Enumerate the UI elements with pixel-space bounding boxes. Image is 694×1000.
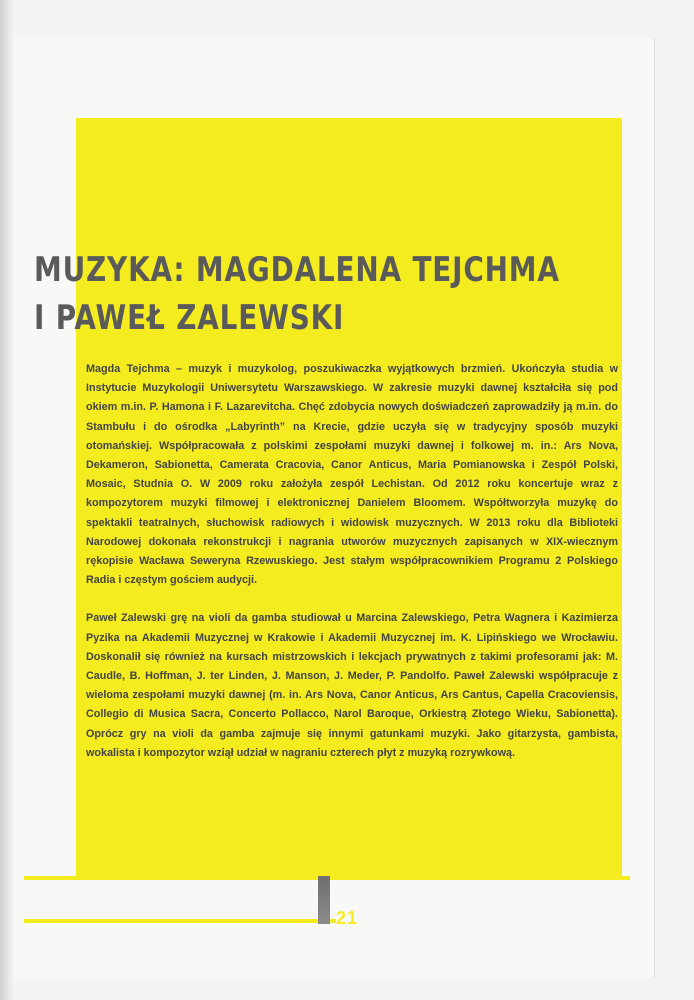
- paragraph-magdalena-tejchma: Magda Tejchma – muzyk i muzykolog, poszukiwaczka wyjątkowych brzmień. Ukończyła studia w Instytucie Muzykologii Uniwersytetu Warszawskiego. W zakresie muzyki dawnej kształciła się pod okiem m.in. P. Hamona i F. Lazarevitcha. Chęć zdobycia nowych doświadczeń zaprowadziły ją m.in. do Stambułu i do ośrodka „Labyrinth” na Krecie, gdzie uczyła się w tradycyjny sposób muzyki otomańskiej. Współpracowała z polskimi zespołami muzyki dawnej i folkowej m. in.: Ars Nova, Dekameron, Sabionetta, Camerata Cracovia, Canor Anticus, Maria Pomianowska i Zespół Polski, Mosaic, Studnia O. W 2009 roku założyła zespół Lechistan. Od 2012 roku koncertuje wraz z kompozytorem muzyki filmowej i elektronicznej Danielem Bloomem. Współtworzyła muzykę do spektakli teatralnych, słuchowisk radiowych i widowisk muzycznych. W 2013 roku dla Biblioteki Narodowej dokonała rekonstrukcji i nagrania utworów muzycznych zapisanych w XIX-wiecznym rękopisie Wacława Seweryna Rzewuskiego. Jest stałym współpracownikiem Programu 2 Polskiego Radia i częstym gościem audycji.: [86, 363, 618, 587]
- yellow-stripe-lower: [24, 919, 336, 923]
- page-title-line-2: I PAWEŁ ZALEWSKI: [34, 298, 345, 338]
- page-title: [34, 246, 560, 342]
- page-title-line-1: MUZYKA: MAGDALENA TEJCHMA: [34, 250, 560, 290]
- dark-accent-strip: [318, 876, 330, 924]
- article-body: [86, 360, 618, 782]
- paragraph-pawel-zalewski: Paweł Zalewski grę na violi da gamba studiował u Marcina Zalewskiego, Petra Wagnera i Kazimierza Pyzika na Akademii Muzycznej w Krakowie i Akademii Muzycznej im. K. Lipińskiego we Wrocławiu. Doskonalił się również na kursach mistrzowskich i lekcjach prywatnych z takimi profesorami jak: M. Caudle, B. Hoffman, J. ter Linden, J. Manson, J. Meder, P. Pandolfo. Paweł Zalewski współpracuje z wieloma zespołami muzyki dawnej (m. in. Ars Nova, Canor Anticus, Ars Cantus, Capella Cracoviensis, Collegio di Musica Sacra, Concerto Pollacco, Narol Baroque, Orkiestrą Złotego Wieku, Sabionetta). Oprócz gry na violi da gamba zajmuje się innymi gatunkami muzyki. Jako gitarzysta, gambista, wokalista i kompozytor wziął udział w nagraniu czterech płyt z muzyką rozrywkową.: [86, 612, 618, 759]
- page-number: 21: [336, 908, 359, 928]
